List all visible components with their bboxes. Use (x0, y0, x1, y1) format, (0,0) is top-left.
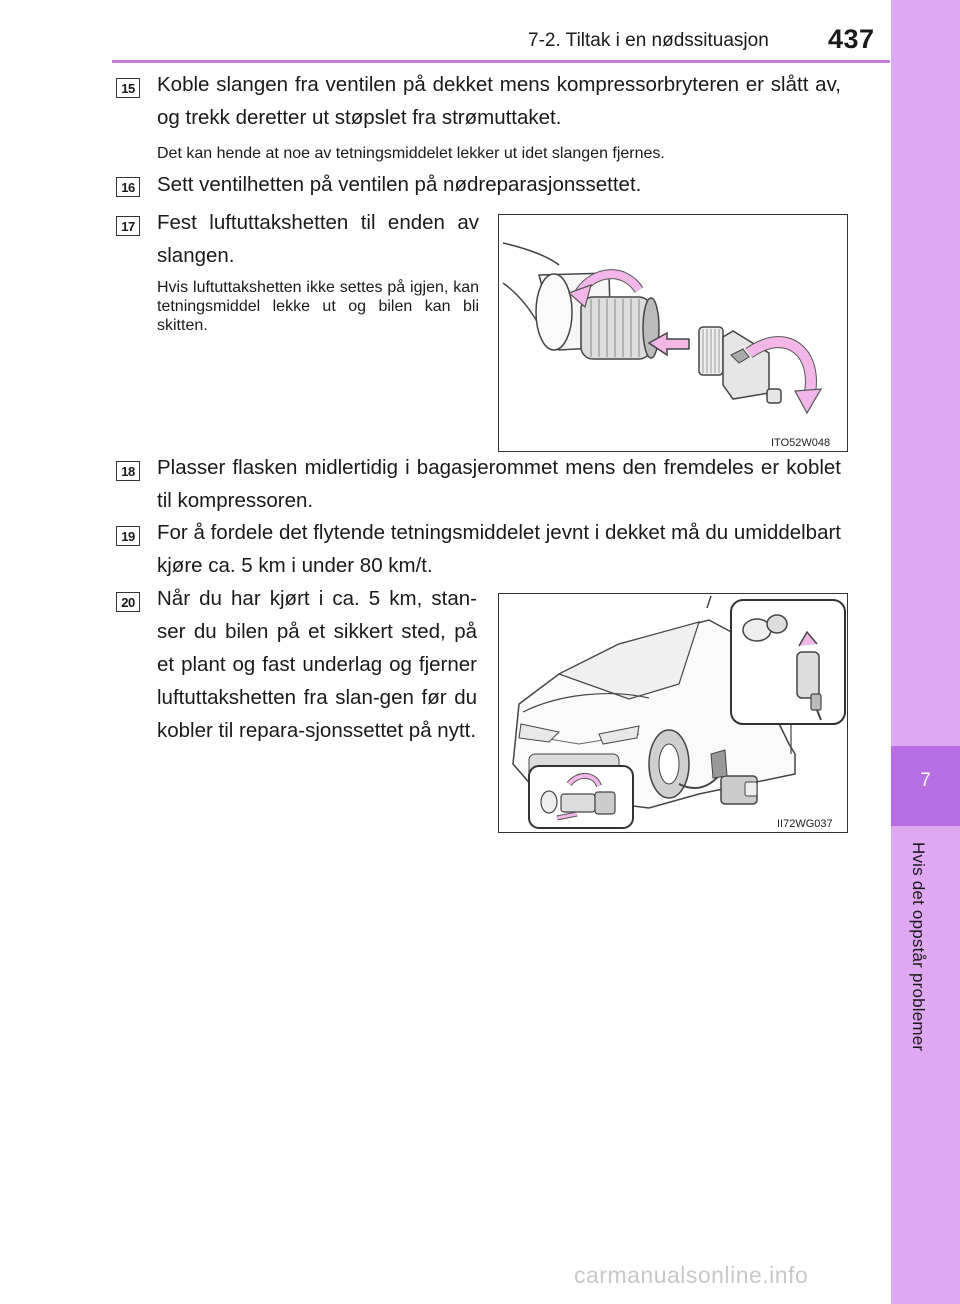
step-16-text: Sett ventilhetten på ventilen på nødreparasjonssettet. (157, 173, 642, 196)
header-rule (112, 60, 890, 63)
step-15-note: Det kan hende at noe av tetningsmiddelet lekker ut idet slangen fjernes. (157, 145, 665, 162)
step-15-badge: 15 (116, 78, 140, 98)
step-19-badge: 19 (116, 526, 140, 546)
figure-code-2: II72WG037 (777, 818, 833, 830)
step-18-text: Plasser flasken midlertidig i bagasjerommet mens den fremdeles er koblet til kompressoren. (157, 456, 841, 512)
page-number: 437 (828, 24, 875, 54)
car-repair-illustration (499, 594, 846, 831)
step-16-badge: 16 (116, 177, 140, 197)
figure-code-1: ITO52W048 (771, 437, 831, 449)
side-tab (891, 0, 960, 1304)
step-17-badge: 17 (116, 216, 140, 236)
step-17-note: Hvis luftuttakshetten ikke settes på igjen, kan tetningsmiddel lekke ut og bilen kan bli skitten. (157, 279, 479, 334)
step-20-text: Når du har kjørt i ca. 5 km, stan-ser du bilen på et sikkert sted, på et plant og fast underlag og fjerner luftuttakshetten fra slan-gen før du kobler til repara-sjonssettet på nytt. (157, 587, 477, 742)
step-17-text: Fest luftuttakshetten til enden av slangen. (157, 211, 479, 267)
hose-cap-illustration (499, 215, 846, 450)
chapter-label: Hvis det oppstår problemer (909, 842, 928, 1052)
step-15-text: Koble slangen fra ventilen på dekket mens kompressorbryteren er slått av, og trekk deretter ut støpslet fra strømuttaket. (157, 73, 841, 129)
step-18-badge: 18 (116, 461, 140, 481)
footer-watermark: carmanualsonline.info (574, 1262, 809, 1288)
step-20-badge: 20 (116, 592, 140, 612)
header-section-title: 7-2. Tiltak i en nødssituasjon (528, 30, 769, 51)
step-19-text: For å fordele det flytende tetningsmiddelet jevnt i dekket må du umiddelbart kjøre ca. 5 km i under 80 km/t. (157, 521, 841, 577)
chapter-number: 7 (920, 770, 931, 791)
figure-car-repair (498, 593, 848, 833)
figure-hose-cap (498, 214, 848, 452)
